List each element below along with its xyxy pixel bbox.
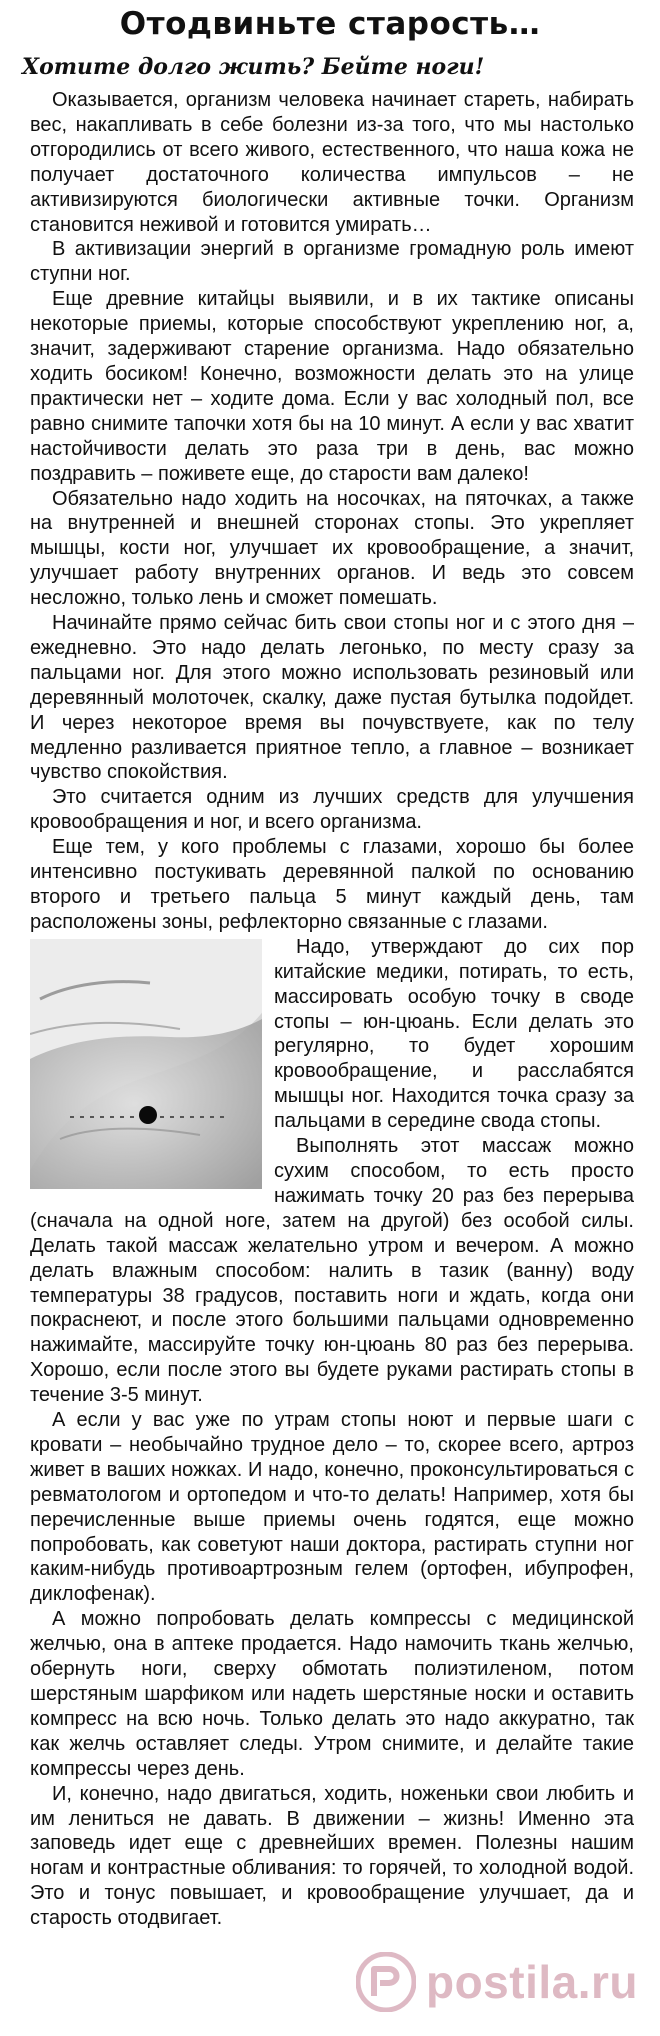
paragraph-4: Обязательно надо ходить на носочках, на пяточках, а также на внутренней и внешней сторонах стопы. Это укрепляет мышцы, кости ног, улучшает их кровообращение, а значит, улучшает работу внутренних органов. И ведь это совсем несложно, только лень и сможет помешать. [30, 487, 634, 610]
paragraph-5: Начинайте прямо сейчас бить свои стопы ног и с этого дня – ежедневно. Это надо делать легонько, по месту сразу за пальцами ног. Для этого можно использовать резиновый или деревянный молоточек, скалку, даже пустая бутылка подойдет. И через некоторое время вы почувствуете, как по телу медленно разливается приятное тепло, а главное – возникает чувство спокойствия. [30, 612, 634, 784]
paragraph-7: Еще тем, у кого проблемы с глазами, хорошо бы более интенсивно постукивать деревянной палкой по основанию второго и третьего пальца 5 минут каждый день, там расположены зоны, рефлекторно связанные с глазами. [30, 836, 634, 933]
article-body [30, 88, 634, 1931]
paragraph-12: И, конечно, надо двигаться, ходить, ноженьки свои любить и им лениться не давать. В движении – жизнь! Именно эта заповедь идет еще с древнейших времен. Полезны нашим ногам и контрастные обливания: то горячей, то холодной водой. Это и тонус повышает, и кровообращение улучшает, да и старость отодвигает. [30, 1782, 634, 1930]
paragraph-1: Оказывается, организм человека начинает стареть, набирать вес, накапливать в себе болезни из-за того, что мы настолько отгородились от всего живого, естественного, что наша кожа не получает достаточного количества импульсов – не активизируются биологически активные точки. Организм становится неживой и готовится умирать… [30, 89, 634, 236]
paragraph-9: Выполнять этот массаж можно сухим способом, то есть просто нажимать точку 20 раз без перерыва (сначала на одной ноге, затем на другой) без особой силы. Делать такой массаж желательно утром и вечером. А можно делать влажным способом: налить в тазик (ванну) воду температуры 38 градусов, поставить ноги и ждать, когда они покраснеют, и после этого большими пальцами одновременно нажимайте, массируйте точку юн-цюань 80 раз без перерыва. Хорошо, если после этого вы будете руками растирать стопы в течение 3-5 минут. [30, 1135, 634, 1407]
postila-logo-icon [356, 1952, 416, 2012]
article-subtitle: Хотите долго жить? Бейте ноги! [22, 54, 485, 80]
foot-photo-icon [30, 939, 262, 1189]
paragraph-2: В активизации энергий в организме громадную роль имеют ступни ног. [30, 238, 634, 286]
paragraph-6: Это считается одним из лучших средств для улучшения кровообращения и ног, и всего организма. [30, 786, 634, 834]
paragraph-11: А можно попробовать делать компрессы с медицинской желчью, она в аптеке продается. Надо намочить ткань желчью, обернуть ноги, сверху обмотать полиэтиленом, потом шерстяным шарфиком или надеть шерстяные носки и оставить компресс на всю ночь. Только делать это надо аккуратно, так как желчь оставляет следы. Утром снимите, и делайте такие компрессы через день. [30, 1608, 634, 1780]
paragraph-3: Еще древние китайцы выявили, и в их тактике описаны некоторые приемы, которые способствуют укреплению ног, а, значит, задерживают старение организма. Надо обязательно ходить босиком! Конечно, возможности делать это на улице практически нет – ходите дома. Если у вас холодный пол, все равно снимите тапочки хотя бы на 10 минут. А если у вас хватит настойчивости делать это раза три в день, вас можно поздравить – поживете еще, до старости вам далеко! [30, 288, 634, 485]
watermark-text: postila.ru [425, 1956, 638, 2008]
article-title: Отодвиньте старость… [119, 6, 541, 42]
paragraph-8: Надо, утверждают до сих пор китайские медики, потирать, то есть, массировать особую точку в своде стопы – юн-цюань. Если делать это регулярно, то будет хорошим кровообращение, и расслабятся мышцы ног. Находится точка сразу за пальцами в середине свода стопы. [274, 935, 634, 1133]
watermark [356, 1952, 638, 2012]
paragraph-10: А если у вас уже по утрам стопы ноют и первые шаги с кровати – необычайно трудное дело – то, скорее всего, артроз живет в ваших ножках. И надо, конечно, проконсультироваться с ревматологом и ортопедом и что-то делать! Например, хотя бы перечисленные выше приемы очень годятся, еще можно попробовать, как советуют наши доктора, растирать ступни ног каким-нибудь противоартрозным гелем (ортофен, ибупрофен, диклофенак). [30, 1409, 634, 1606]
